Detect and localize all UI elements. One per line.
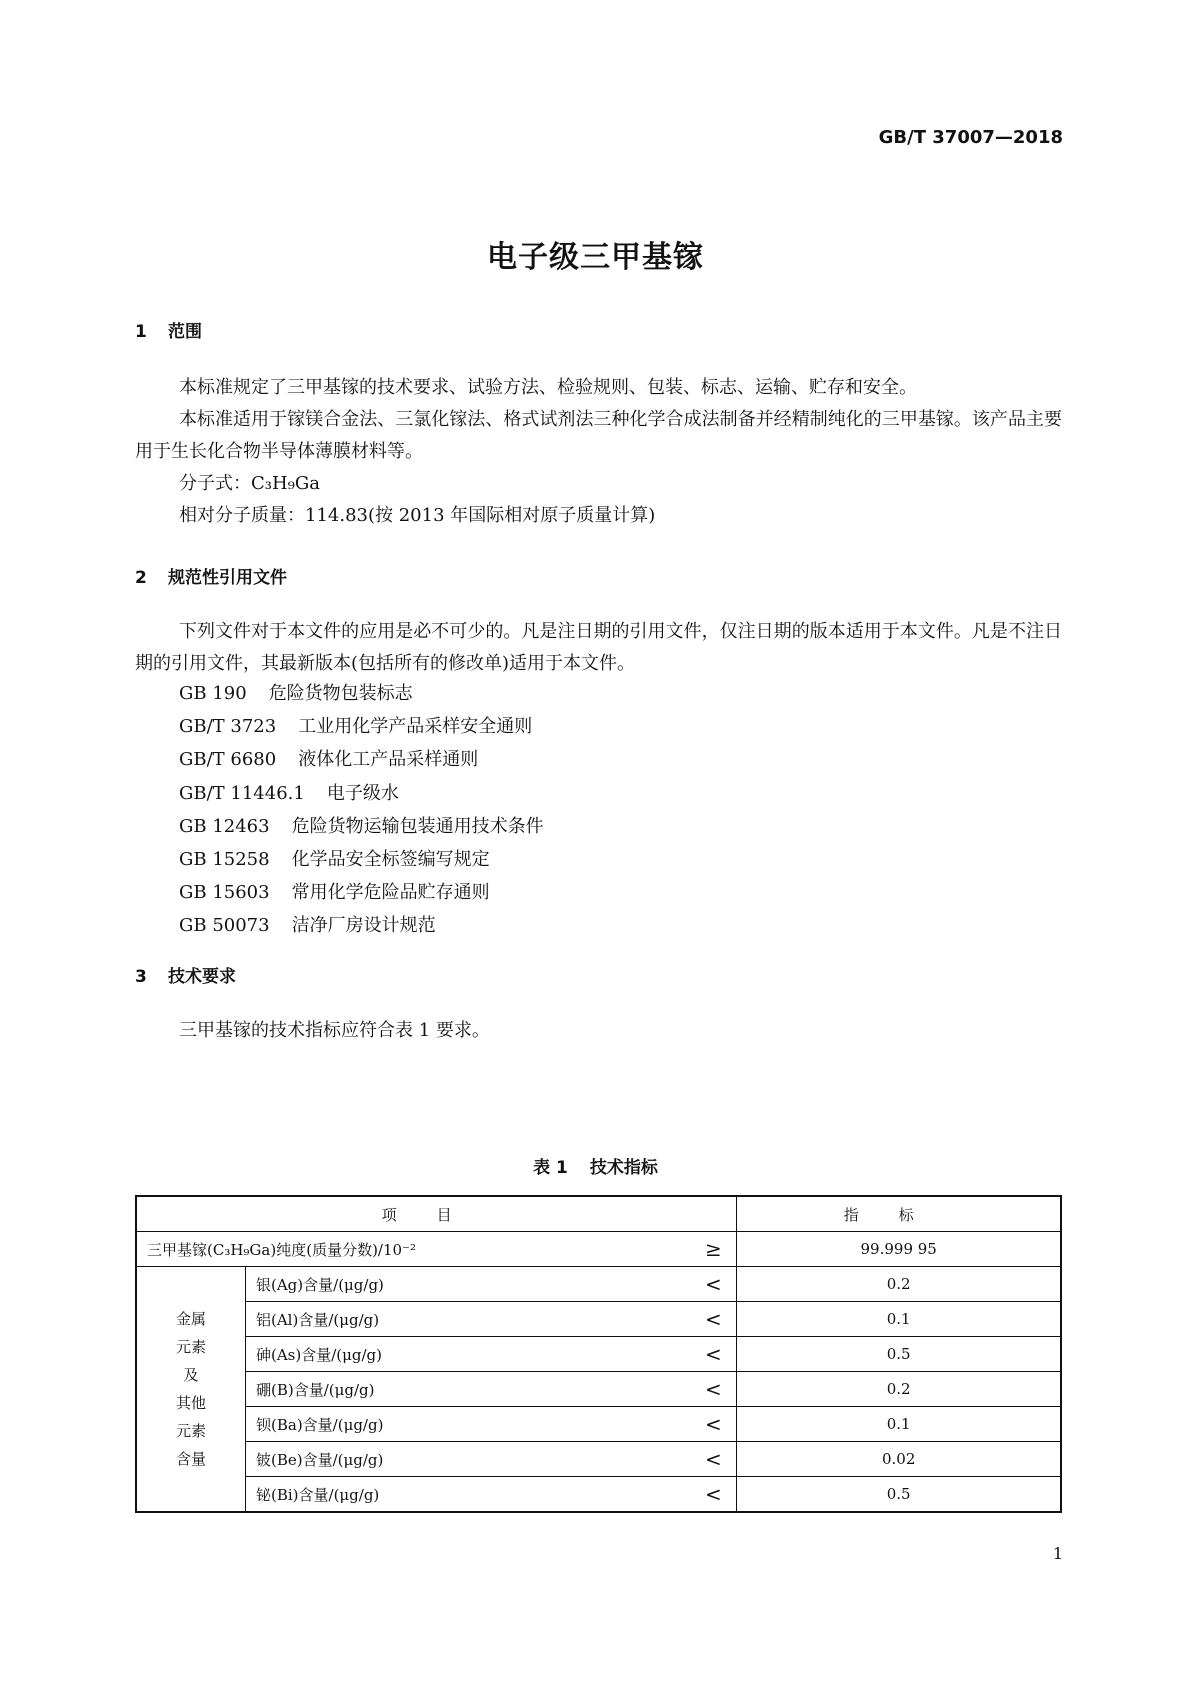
section-body-scope (135, 372, 1062, 532)
reference-title: 危险货物运输包装通用技术条件 (291, 815, 544, 837)
reference-code: GB 15603 (179, 882, 270, 904)
table-header-row (136, 1196, 1061, 1232)
comparison-symbol: < (690, 1267, 737, 1302)
element-content-label: 铍(Be)含量/(μg/g) (246, 1442, 691, 1477)
comparison-symbol: < (690, 1337, 737, 1372)
reference-item (179, 843, 544, 876)
reference-title: 常用化学危险品贮存通则 (291, 882, 490, 904)
element-content-label: 铝(Al)含量/(μg/g) (246, 1302, 691, 1337)
comparison-symbol: ≥ (690, 1232, 737, 1267)
reference-item (179, 777, 544, 810)
reference-item (179, 876, 544, 909)
element-content-label: 砷(As)含量/(μg/g) (246, 1337, 691, 1372)
reference-item (179, 677, 544, 710)
molecular-formula: 分子式：C₃H₉Ga (179, 473, 321, 494)
table-row (136, 1337, 1061, 1372)
table-title: 技术指标 (589, 1158, 658, 1178)
reference-code: GB/T 3723 (179, 716, 277, 738)
element-content-label: 铋(Bi)含量/(μg/g) (246, 1477, 691, 1513)
reference-code: GB/T 6680 (179, 749, 277, 771)
group-label (136, 1267, 246, 1513)
molecular-mass: 相对分子质量：114.83(按 2013 年国际相对原子质量计算) (179, 505, 656, 526)
reference-code: GB 50073 (179, 915, 270, 937)
section-heading-normative-references (135, 563, 287, 588)
comparison-symbol: < (690, 1442, 737, 1477)
group-label-line: 元素 (175, 1338, 206, 1356)
reference-item (179, 743, 544, 776)
group-label-line: 及 (183, 1366, 199, 1384)
group-label-line: 金属 (175, 1310, 206, 1328)
section-body-requirements (135, 1015, 1062, 1047)
reference-item (179, 909, 544, 942)
section-title: 技术要求 (168, 967, 236, 987)
page-number: 1 (1052, 1544, 1063, 1563)
reference-code: GB/T 11446.1 (179, 782, 305, 804)
reference-title: 工业用化学产品采样安全通则 (298, 716, 533, 738)
reference-item (179, 710, 544, 743)
element-content-value: 0.1 (737, 1407, 1061, 1442)
reference-title: 液体化工产品采样通则 (298, 749, 479, 771)
element-content-value: 0.5 (737, 1477, 1061, 1513)
purity-value: 99.999 95 (737, 1232, 1061, 1267)
reference-title: 危险货物包装标志 (268, 683, 413, 704)
reference-list (179, 677, 544, 943)
paragraph: 本标准规定了三甲基镓的技术要求、试验方法、检验规则、包装、标志、运输、贮存和安全。 (179, 377, 917, 398)
section-body-references (135, 616, 1062, 680)
element-content-value: 0.2 (737, 1267, 1061, 1302)
reference-title: 洁净厂房设计规范 (291, 915, 436, 937)
reference-code: GB 190 (179, 683, 247, 704)
group-label-line: 其他 (175, 1394, 206, 1412)
element-content-label: 银(Ag)含量/(μg/g) (246, 1267, 691, 1302)
header-item: 项目 (136, 1196, 737, 1232)
table-caption (0, 1153, 1191, 1178)
comparison-symbol: < (690, 1372, 737, 1407)
reference-code: GB 15258 (179, 849, 270, 871)
paragraph: 下列文件对于本文件的应用是必不可少的。凡是注日期的引用文件，仅注日期的版本适用于本文件。凡是不注日期的引用文件，其最新版本(包括所有的修改单)适用于本文件。 (135, 621, 1062, 674)
comparison-symbol: < (690, 1407, 737, 1442)
paragraph: 三甲基镓的技术指标应符合表 1 要求。 (179, 1020, 490, 1041)
table-row-purity (136, 1232, 1061, 1267)
element-content-value: 0.02 (737, 1442, 1061, 1477)
section-title: 范围 (168, 322, 202, 342)
reference-title: 电子级水 (326, 782, 399, 804)
reference-item (179, 810, 544, 843)
section-title: 规范性引用文件 (168, 568, 287, 588)
reference-title: 化学品安全标签编写规定 (291, 849, 490, 871)
section-number: 2 (135, 568, 147, 588)
comparison-symbol: < (690, 1477, 737, 1513)
table-row (136, 1442, 1061, 1477)
paragraph: 本标准适用于镓镁合金法、三氯化镓法、格式试剂法三种化学合成法制备并经精制纯化的三甲基镓。该产品主要用于生长化合物半导体薄膜材料等。 (135, 409, 1062, 462)
element-content-value: 0.1 (737, 1302, 1061, 1337)
table-row (136, 1267, 1061, 1302)
element-content-value: 0.2 (737, 1372, 1061, 1407)
comparison-symbol: < (690, 1302, 737, 1337)
table-row (136, 1372, 1061, 1407)
element-content-label: 硼(B)含量/(μg/g) (246, 1372, 691, 1407)
table-row (136, 1302, 1061, 1337)
technical-indicators-table (135, 1195, 1062, 1513)
element-content-value: 0.5 (737, 1337, 1061, 1372)
header-value: 指标 (737, 1196, 1061, 1232)
section-number: 1 (135, 322, 147, 342)
reference-code: GB 12463 (179, 815, 270, 837)
purity-label: 三甲基镓(C₃H₉Ga)纯度(质量分数)/10⁻² (136, 1232, 690, 1267)
section-heading-scope (135, 317, 202, 342)
table-row (136, 1407, 1061, 1442)
group-label-line: 含量 (175, 1450, 206, 1468)
document-title: 电子级三甲基镓 (487, 240, 704, 275)
table-row (136, 1477, 1061, 1513)
document-number: GB/T 37007—2018 (878, 127, 1063, 148)
table-number: 表 1 (533, 1158, 568, 1178)
element-content-label: 钡(Ba)含量/(μg/g) (246, 1407, 691, 1442)
group-label-line: 元素 (175, 1422, 206, 1440)
section-number: 3 (135, 967, 147, 987)
section-heading-technical-requirements (135, 962, 236, 987)
